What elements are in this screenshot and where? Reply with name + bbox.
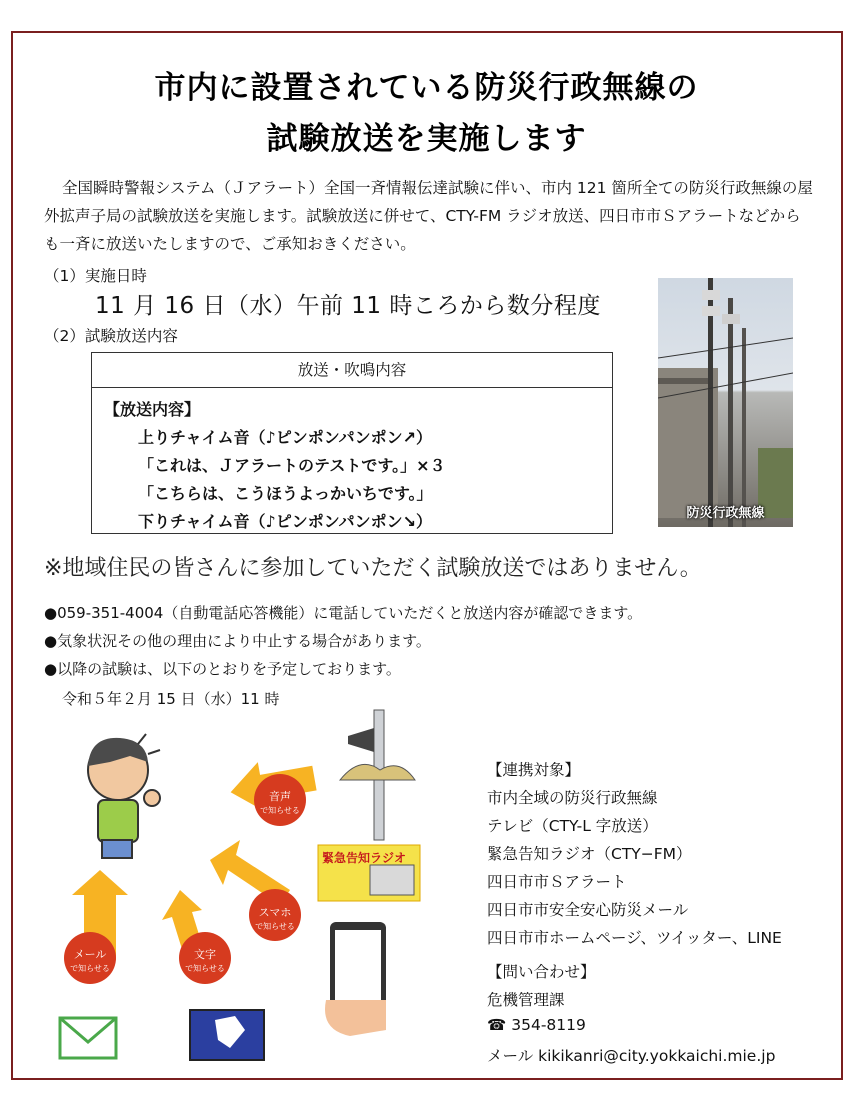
linked-item: 四日市市安全安心防災メール (487, 901, 689, 919)
page-title-line2: 試験放送を実施します (266, 121, 587, 157)
next-test-date: 令和５年２月 15 日（水）11 時 (62, 690, 280, 708)
speaker-pole-icon (340, 710, 415, 840)
radio-title: 緊急告知ラジオ (322, 851, 407, 865)
arrow-voice-label: 音声 (269, 790, 291, 803)
arrow-text-sub: で知らせる (185, 964, 225, 973)
person-icon (88, 734, 160, 858)
section2-label: （2）試験放送内容 (44, 327, 178, 345)
schedule-text: 11 月 16 日（水）午前 11 時ころから数分程度 (95, 293, 601, 319)
section1-label: （1）実施日時 (44, 267, 147, 285)
arrow-voice-sub: で知らせる (260, 806, 300, 815)
content-line: 「これは、Ｊアラートのテストです。」×３ (138, 456, 446, 475)
linked-item: 市内全域の防災行政無線 (487, 789, 658, 807)
department-name: 危機管理課 (487, 991, 565, 1009)
tv-icon (190, 1010, 264, 1060)
arrow-mail-label: メール (73, 948, 107, 961)
smartphone-icon (325, 922, 386, 1036)
bullet-item: ●059-351-4004（自動電話応答機能）に電話していただくと放送内容が確認できます。 (44, 604, 643, 622)
arrow-mail-sub: で知らせる (70, 964, 110, 973)
linked-item: テレビ（CTY-L 字放送） (487, 817, 658, 835)
photo-caption: 防災行政無線 (686, 506, 765, 521)
arrow-phone-sub: で知らせる (255, 922, 295, 931)
linked-item: 四日市市ホームページ、ツイッター、LINE (487, 929, 782, 947)
email-link[interactable]: メール kikikanri@city.yokkaichi.mie.jp (487, 1047, 776, 1065)
bullet-item: ●以降の試験は、以下のとおりを予定しております。 (44, 660, 401, 678)
content-line: 上りチャイム音（♪ピンポンパンポン↗） (138, 428, 433, 447)
content-line: 下りチャイム音（♪ピンポンパンポン↘） (138, 512, 433, 531)
tower-photo-icon (658, 278, 793, 527)
linked-item: 緊急告知ラジオ（CTY−FM） (487, 845, 692, 863)
arrow-text-label: 文字 (194, 948, 216, 961)
arrow-phone-label: スマホ (258, 906, 292, 919)
page-title-line1: 市内に設置されている防災行政無線の (154, 70, 699, 106)
bullet-item: ●気象状況その他の理由により中止する場合があります。 (44, 632, 431, 650)
notice-text: ※地域住民の皆さんに参加していただく試験放送ではありません。 (44, 556, 702, 581)
content-label: 【放送内容】 (104, 400, 201, 419)
linked-label: 【連携対象】 (487, 761, 581, 779)
table-header: 放送・吹鳴内容 (92, 353, 612, 388)
notification-illustration (30, 700, 450, 1070)
broadcast-content-table (91, 352, 613, 534)
mail-icon (60, 1018, 116, 1058)
radio-tower-photo (658, 278, 793, 527)
phone-number: ☎ 354-8119 (487, 1016, 586, 1034)
inquiry-label: 【問い合わせ】 (487, 963, 596, 981)
linked-item: 四日市市Ｓアラート (487, 873, 627, 891)
intro-paragraph: 全国瞬時警報システム（Ｊアラート）全国一斉情報伝達試験に伴い、市内 121 箇所全ての防災行政無線の屋外拡声子局の試験放送を実施します。試験放送に併せて、CTY-FM ラジオ放送、四日市市Ｓアラートなどからも一斉に放送いたしますので、ご承知おきください。 (44, 179, 813, 253)
content-line: 「こちらは、こうほうよっかいちです。」 (138, 484, 433, 503)
